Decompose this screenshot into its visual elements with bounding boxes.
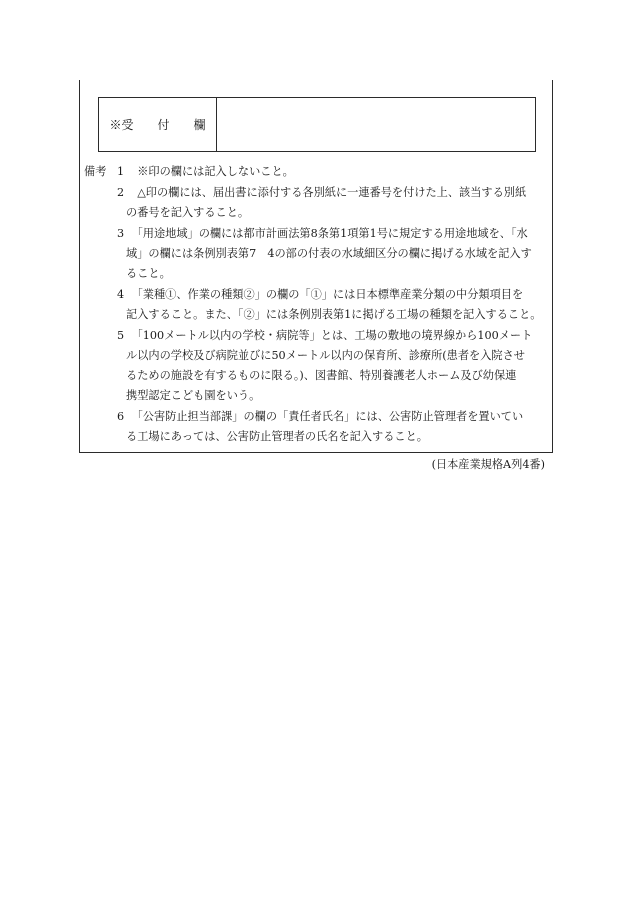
note-line: る工場にあっては、公害防止管理者の氏名を記入すること。	[126, 430, 428, 443]
note-number: 4	[117, 288, 125, 301]
note-item-1	[84, 162, 550, 182]
note-line: ※印の欄には記入しないこと。	[126, 165, 294, 178]
note-item-4	[84, 285, 550, 325]
note-number: 3	[117, 227, 125, 240]
note-line: 域」の欄には条例別表第7 4の部の付表の水域細区分の欄に掲げる水域を記入す	[126, 247, 532, 260]
note-item-3	[84, 224, 550, 284]
note-line: 「公害防止担当部課」の欄の「責任者氏名」には、公害防止管理者を置いてい	[126, 410, 524, 423]
notes-section	[84, 162, 550, 448]
note-text	[126, 224, 550, 284]
notes-heading: 備考	[84, 165, 107, 178]
reception-value-cell	[217, 98, 535, 151]
reception-table	[98, 97, 536, 152]
note-item-2	[84, 183, 550, 223]
note-line: 携型認定こども園をいう。	[126, 389, 261, 402]
note-item-5	[84, 326, 550, 406]
note-text	[126, 326, 550, 406]
note-text	[126, 183, 550, 223]
reception-label-cell	[99, 98, 217, 151]
note-line: るための施設を有するものに限る。)、図書館、特別養護老人ホーム及び幼保連	[126, 369, 517, 382]
note-item-6	[84, 407, 550, 447]
note-text	[126, 285, 550, 325]
note-line: ること。	[126, 267, 171, 280]
paper-standard-note: (日本産業規格A列4番)	[431, 458, 545, 471]
note-line: 記入すること。また、「②」には条例別表第1に掲げる工場の種類を記入すること。	[126, 308, 542, 321]
note-text	[126, 407, 550, 447]
note-line: 「100メートル以内の学校・病院等」とは、工場の敷地の境界線から100メート	[126, 329, 533, 342]
note-line: 「業種①、作業の種類②」の欄の「①」には日本標準産業分類の中分類項目を	[126, 288, 524, 301]
note-number: 5	[117, 329, 125, 342]
note-number: 6	[117, 410, 125, 423]
note-number: 1	[117, 165, 125, 178]
note-line: 「用途地域」の欄には都市計画法第8条第1項第1号に規定する用途地域を、「水	[126, 227, 528, 240]
note-line: △印の欄には、届出書に添付する各別紙に一連番号を付けた上、該当する別紙	[126, 186, 527, 199]
note-text	[126, 162, 550, 182]
reception-label: ※受 付 欄	[109, 118, 206, 132]
note-number: 2	[117, 186, 125, 199]
note-line: の番号を記入すること。	[126, 206, 250, 219]
note-line: ル以内の学校及び病院並びに50メートル以内の保育所、診療所(患者を入院させ	[126, 349, 525, 362]
